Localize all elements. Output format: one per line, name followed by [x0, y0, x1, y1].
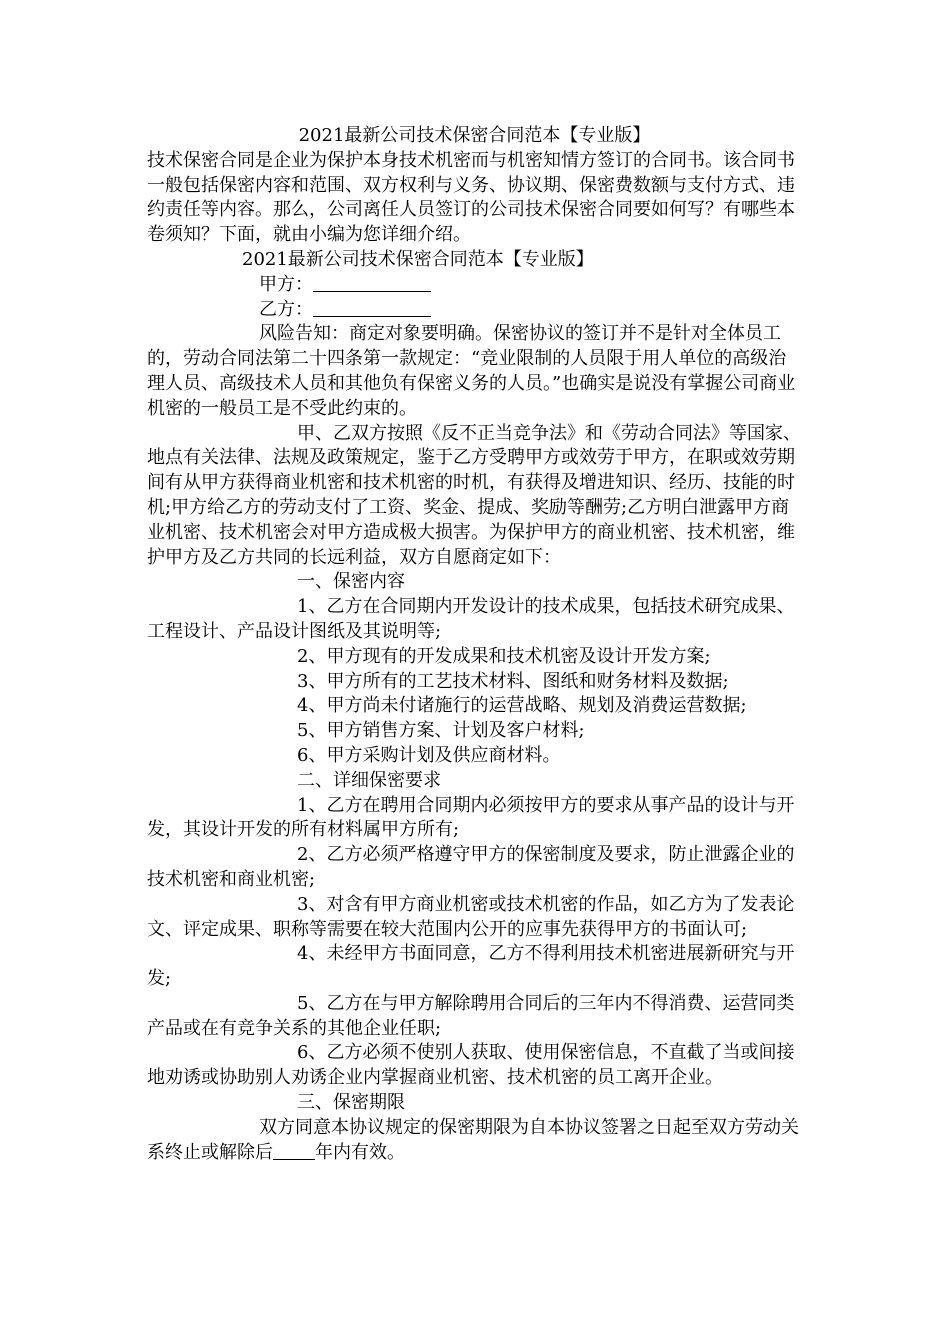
section-2-item: 4、未经甲方书面同意，乙方不得利用技术机密进展新研究与开发; [147, 943, 795, 990]
section-1-item: 2、甲方现有的开发成果和技术机密及设计开发方案; [297, 645, 711, 667]
section-2-item: 1、乙方在聘用合同期内必须按甲方的要求从事产品的设计与开发，其设计开发的所有材料属甲方所有; [147, 794, 795, 841]
party-b-line [147, 298, 802, 323]
contract-title: 2021最新公司技术保密合同范本【专业版】 [242, 248, 594, 270]
section-1-item: 6、甲方采购计划及供应商材料。 [297, 744, 561, 766]
party-a-blank [313, 273, 431, 292]
section-1-item: 1、乙方在合同期内开发设计的技术成果，包括技术研究成果、工程设计、产品设计图纸及其说明等; [147, 596, 795, 642]
section-2-item: 5、乙方在与甲方解除聘用合同后的三年内不得消费、运营同类产品或在有竞争关系的其他企业任职; [147, 992, 795, 1039]
section-2-item: 2、乙方必须严格遵守甲方的保密制度及要求，防止泄露企业的技术机密和商业机密; [147, 844, 795, 890]
section-3-title: 三、保密期限 [297, 1092, 405, 1114]
section-2-title: 二、详细保密要求 [297, 769, 441, 791]
document-title: 2021最新公司技术保密合同范本【专业版】 [298, 125, 651, 146]
party-b-label: 乙方： [259, 298, 313, 320]
preamble-paragraph: 甲、乙双方按照《反不正当竞争法》和《劳动合同法》等国家、地点有关法律、法规及政策规定，鉴于乙方受聘甲方或效劳于甲方，在职或效劳期间有从甲方获得商业机密和技术机密的时机，有获得及增进知识、经历、技能的时机;甲方给乙方的劳动支付了工资、奖金、提成、奖励等酬劳;乙方明白泄露甲方商业机密、技术机密会对甲方造成极大损害。为保护甲方的商业机密、技术机密，维护甲方及乙方共同的长远利益，双方自愿商定如下： [147, 422, 801, 568]
section-3-paragraph [147, 1116, 802, 1166]
party-b-blank [313, 298, 431, 317]
section-3-text-after: 年内有效。 [315, 1141, 405, 1163]
section-2-item: 3、对含有甲方商业机密或技术机密的作品，如乙方为了发表论文、评定成果、职称等需要在较大范围内公开的应事先获得甲方的书面认可; [147, 893, 795, 940]
years-blank [273, 1141, 315, 1160]
section-1-item: 3、甲方所有的工艺技术材料、图纸和财务材料及数据; [297, 670, 729, 692]
document-body [147, 124, 802, 1165]
section-2-item: 6、乙方必须不使别人获取、使用保密信息，不直截了当或间接地劝诱或协助别人劝诱企业内掌握商业机密、技术机密的员工离开企业。 [147, 1042, 795, 1089]
section-3-text-before: 双方同意本协议规定的保密期限为自本协议签署之日起至双方劳动关系终止或解除后 [147, 1116, 799, 1163]
risk-notice-paragraph: 风险告知：商定对象要明确。保密协议的签订并不是针对全体员工的，劳动合同法第二十四条第一款规定：“竞业限制的人员限于用人单位的高级治理人员、高级技术人员和其他负有保密义务的人员。”也确实是说没有掌握公司商业机密的一般员工是不受此约束的。 [147, 323, 796, 419]
section-1-item: 5、甲方销售方案、计划及客户材料; [297, 720, 585, 742]
party-a-line [147, 273, 802, 298]
section-1-item: 4、甲方尚未付诸施行的运营战略、规划及消费运营数据; [297, 695, 747, 717]
section-1-title: 一、保密内容 [297, 571, 405, 593]
intro-paragraph: 技术保密合同是企业为保护本身技术机密而与机密知情方签订的合同书。该合同书一般包括保密内容和范围、双方权利与义务、协议期、保密费数额与支付方式、违约责任等内容。那么，公司离任人员签订的公司技术保密合同要如何写？有哪些本卷须知？下面，就由小编为您详细介绍。 [147, 149, 795, 246]
party-a-label: 甲方： [259, 273, 313, 295]
